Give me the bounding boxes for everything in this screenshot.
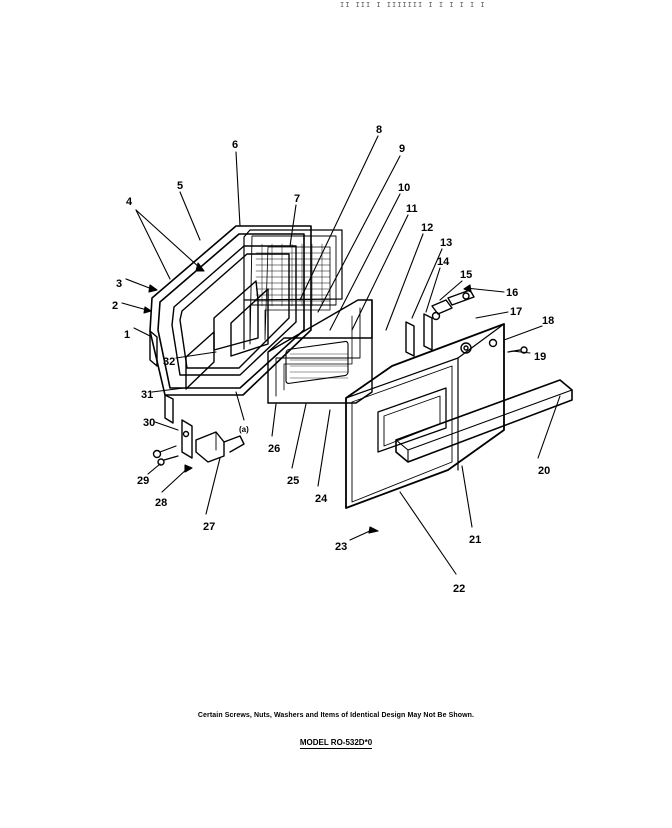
handle-mount-screws [461,340,527,354]
callout-a: (a) [239,425,249,434]
callout-2: 2 [112,300,119,312]
callout-8: 8 [376,124,383,136]
outer-door-panel [346,324,504,508]
callout-29: 29 [137,475,150,487]
callout-12: 12 [421,222,434,234]
callout-10: 10 [398,182,411,194]
glass-window-opening [286,341,348,384]
callout-5: 5 [177,180,184,192]
callout-25: 25 [287,475,300,487]
callout-31: 31 [141,389,154,401]
scan-artifact-text: II III I IIIIIII I I I I I I [340,2,486,10]
callout-13: 13 [440,237,453,249]
callout-17: 17 [510,306,523,318]
callout-22: 22 [453,583,466,595]
callout-26: 26 [268,443,281,455]
model-number [0,738,672,747]
door-handle [396,380,572,462]
callout-27: 27 [203,521,216,533]
callout-30: 30 [143,417,156,429]
callout-6: 6 [232,139,239,151]
callout-28: 28 [155,497,168,509]
callout-24: 24 [315,493,328,505]
callout-14: 14 [437,256,450,268]
callout-32: 32 [163,356,176,368]
callout-11: 11 [406,203,418,215]
callout-21: 21 [469,534,482,546]
callout-1: 1 [124,329,131,341]
callout-15: 15 [460,269,473,281]
callout-7: 7 [294,193,301,205]
callout-16: 16 [506,287,519,299]
door-glass-panel [268,300,372,403]
footer-note: Certain Screws, Nuts, Washers and Items of Identical Design May Not Be Shown. [197,712,475,719]
callout-18: 18 [542,315,555,327]
callout-4: 4 [126,196,133,208]
model-number-text: MODEL RO-532D*0 [299,738,373,747]
callout-23: 23 [335,541,348,553]
callout-9: 9 [399,143,406,155]
callout-3: 3 [116,278,123,290]
callout-19: 19 [534,351,547,363]
door-window-cutout [378,388,446,452]
callout-20: 20 [538,465,551,477]
